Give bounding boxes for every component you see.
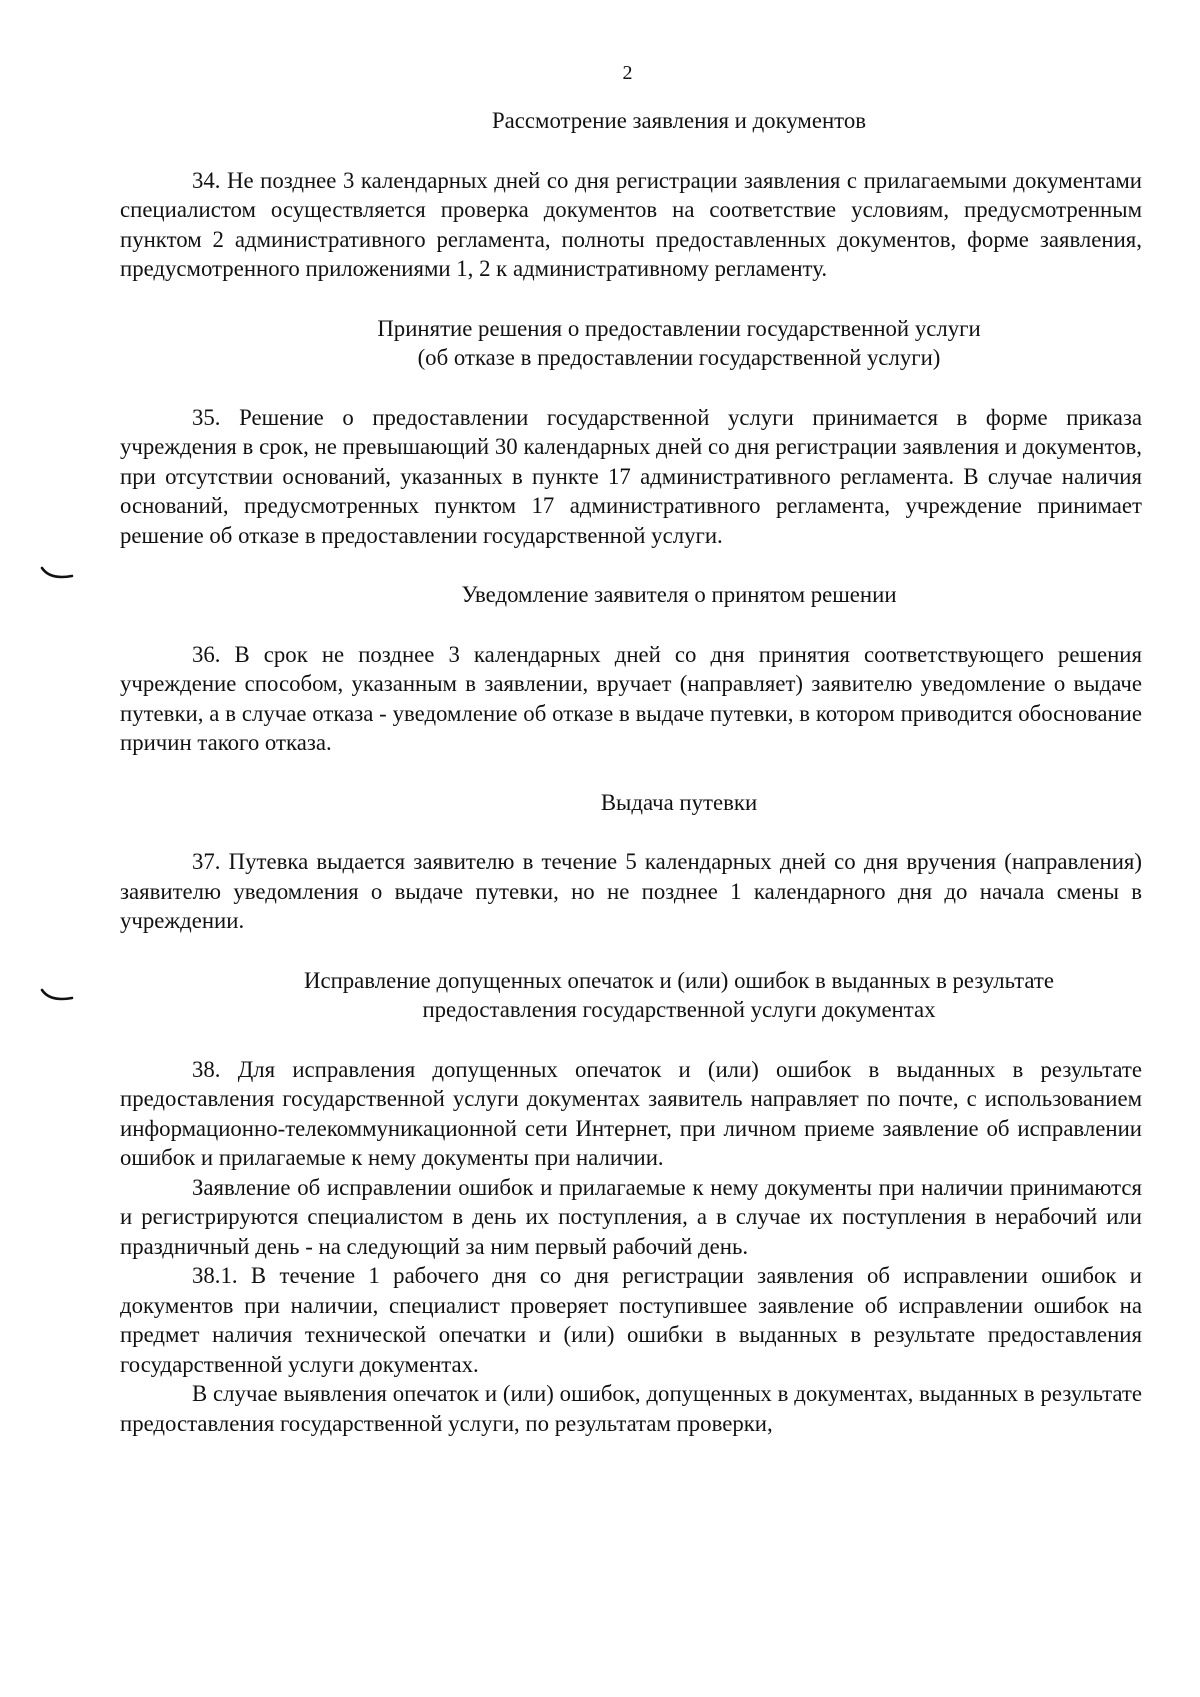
heading-line: Исправление допущенных опечаток и (или) ошибок в выданных в результате [303, 967, 1055, 993]
heading-line: Уведомление заявителя о принятом решении [461, 582, 897, 607]
document-body [120, 106, 1142, 1438]
heading-line: предоставления государственной услуги документах [422, 997, 936, 1022]
paragraph-38-1-detection: В случае выявления опечаток и (или) ошибок, допущенных в документах, выданных в результате предоставления государственной услуги, по результатам проверки, [120, 1381, 1142, 1436]
heading-line: (об отказе в предоставлении государственной услуги) [417, 345, 941, 370]
paragraph-38-registration: Заявление об исправлении ошибок и прилагаемые к нему документы при наличии принимаются и регистрируются специалистом в день их поступления, а в случае их поступления в нерабочий или праздничный день - на следующий за ним первый рабочий день. [120, 1174, 1142, 1259]
section-heading-issue-voucher [120, 788, 1142, 818]
section-heading-notification [120, 580, 1142, 610]
section-corrections [120, 966, 1142, 1439]
section-heading-corrections [120, 966, 1142, 1025]
paragraph-35: 35. Решение о предоставлении государственной услуги принимается в форме приказа учреждения в срок, не превышающий 30 календарных дней со дня регистрации заявления и документов, при отсутствии оснований, указанных в пункте 17 административного регламента. В случае наличия оснований, предусмотренных пунктом 17 административного регламента, учреждение принимает решение об отказе в предоставлении государственной услуги. [120, 404, 1142, 548]
paragraph-37: 37. Путевка выдается заявителю в течение 5 календарных дней со дня вручения (направления) заявителю уведомления о выдаче путевки, но не позднее 1 календарного дня до начала смены в учреждении. [120, 849, 1142, 933]
heading-line: Выдача путевки [600, 789, 758, 815]
heading-line: Рассмотрение заявления и документов [491, 108, 866, 133]
section-review [120, 106, 1142, 284]
section-issue-voucher [120, 788, 1142, 936]
section-heading-review [120, 106, 1142, 136]
section-decision [120, 314, 1142, 551]
paragraph-34: 34. Не позднее 3 календарных дней со дня регистрации заявления с прилагаемыми документами специалистом осуществляется проверка документов на соответствие условиям, предусмотренным пунктом 2 административного регламента, полноты предоставленных документов, форме заявления, предусмотренного приложениями 1, 2 к административному регламенту. [120, 167, 1142, 281]
paragraph-36: 36. В срок не позднее 3 календарных дней со дня принятия соответствующего решения учреждение способом, указанным в заявлении, вручает (направляет) заявителю уведомление о выдаче путевки, а в случае отказа - уведомление об отказе в выдаче путевки, в котором приводится обоснование причин такого отказа. [120, 641, 1142, 755]
scan-mark-lower [40, 988, 74, 1002]
page-number: 2 [622, 62, 633, 84]
scan-mark-upper [40, 566, 74, 580]
paragraph-38: 38. Для исправления допущенных опечаток и (или) ошибок в выданных в результате предоставления государственной услуги документах заявитель направляет по почте, с использованием информационно-телекоммуникационной сети Интернет, при личном приеме заявление об исправлении ошибок и прилагаемые к нему документы при наличии. [120, 1056, 1142, 1170]
section-heading-decision [120, 314, 1142, 373]
heading-line: Принятие решения о предоставлении государственной услуги [377, 315, 981, 341]
paragraph-38-1: 38.1. В течение 1 рабочего дня со дня регистрации заявления об исправлении ошибок и документов при наличии, специалист проверяет поступившее заявление об исправлении ошибок на предмет наличия технической опечатки и (или) ошибки в выданных в результате предоставления государственной услуги документах. [120, 1263, 1142, 1377]
section-notification [120, 580, 1142, 758]
